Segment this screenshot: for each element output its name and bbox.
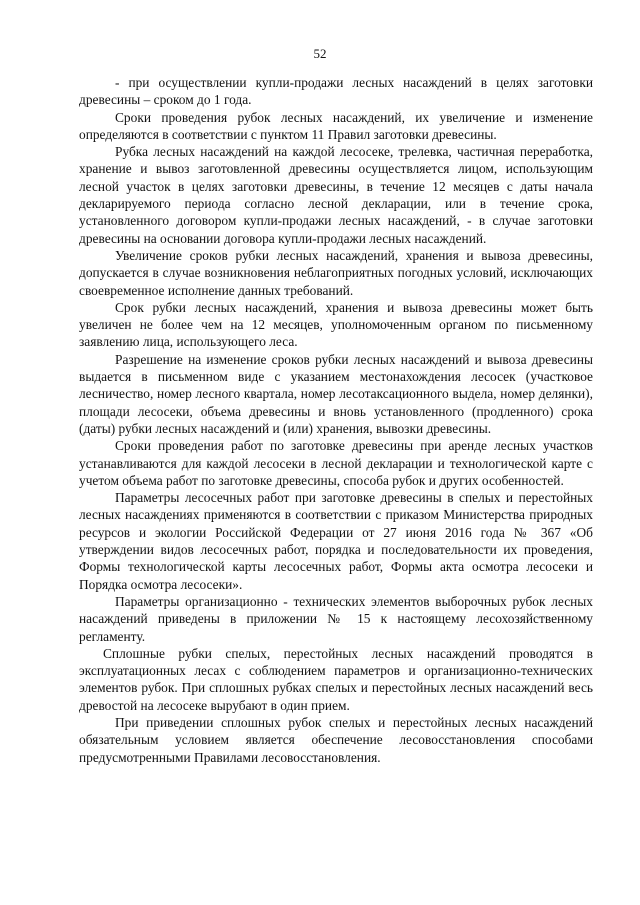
paragraph-term-extension: Увеличение сроков рубки лесных насаждений, хранения и вывоза древесины, допускается в случае возникновения неблагоприятных погодных условий, исключающих своевременное исполнение данных требований. bbox=[79, 247, 593, 298]
paragraph-sale-term: - при осуществлении купли-продажи лесных насаждений в целях заготовки древесины – сроком до 1 года. bbox=[79, 75, 593, 108]
paragraph-permission: Разрешение на изменение сроков рубки лесных насаждений и вывоза древесины выдается в письменном виде с указанием местонахождения лесосек (участковое лесничество, номер лесного квартала, номер лесотаксационного выдела, номер делянки), площади лесосеки, объема древесины и вновь установленного (продленного) срока (даты) рубки лесных насаждений и (или) хранения, вывозки древесины. bbox=[79, 351, 593, 436]
paragraph-reforestation: При приведении сплошных рубок спелых и перестойных лесных насаждений обязательным условием является обеспечение лесовосстановления способами предусмотренными Правилами лесовосстановления. bbox=[79, 714, 593, 765]
paragraph-logging-parameters: Параметры лесосечных работ при заготовке древесины в спелых и перестойных лесных насаждениях применяются в соответствии с приказом Министерства природных ресурсов и экологии Российской Федерации от 27 июня 2016 года № 367 «Об утверждении видов лесосечных работ, порядка и последовательности их проведения, Формы технологической карты лесосечных работ, Формы акта осмотра лесосеки и Порядка осмотра лесосеки». bbox=[79, 490, 593, 592]
page-number: 52 bbox=[313, 46, 327, 61]
paragraph-clear-felling: Сплошные рубки спелых, перестойных лесных насаждений проводятся в эксплуатационных лесах с соблюдением параметров и организационно-технических элементов рубок. При сплошных рубках спелых и перестойных лесных насаждений весь древостой на лесосеке вырубают в один прием. bbox=[79, 645, 593, 713]
paragraph-felling-period: Рубка лесных насаждений на каждой лесосеке, трелевка, частичная переработка, хранение и вывоз заготовленной древесины осуществляется лицом, использующим лесной участок в целях заготовки древесины, в течение 12 месяцев с даты начала декларируемого периода согласно лесной декларации, или в течение срока, установленного договором купли-продажи лесных насаждений, - в случае заготовки древесины на основании договора купли-продажи лесных насаждений. bbox=[79, 144, 593, 246]
paragraph-extension-limit: Срок рубки лесных насаждений, хранения и вывоза древесины может быть увеличен не более чем на 12 месяцев, уполномоченным органом по письменному заявлению лица, использующего леса. bbox=[79, 299, 593, 350]
paragraph-selective-felling: Параметры организационно - технических элементов выборочных рубок лесных насаждений приведены в приложении № 15 к настоящему лесохозяйственному регламенту. bbox=[79, 593, 593, 644]
paragraph-lease-terms: Сроки проведения работ по заготовке древесины при аренде лесных участков устанавливаются для каждой лесосеки в лесной декларации и технологической карте с учетом объема работ по заготовке древесины, способа рубок и других особенностей. bbox=[79, 438, 593, 488]
paragraph-felling-terms: Сроки проведения рубок лесных насаждений, их увеличение и изменение определяются в соответствии с пунктом 11 Правил заготовки древесины. bbox=[79, 109, 593, 142]
document-body bbox=[79, 74, 593, 766]
